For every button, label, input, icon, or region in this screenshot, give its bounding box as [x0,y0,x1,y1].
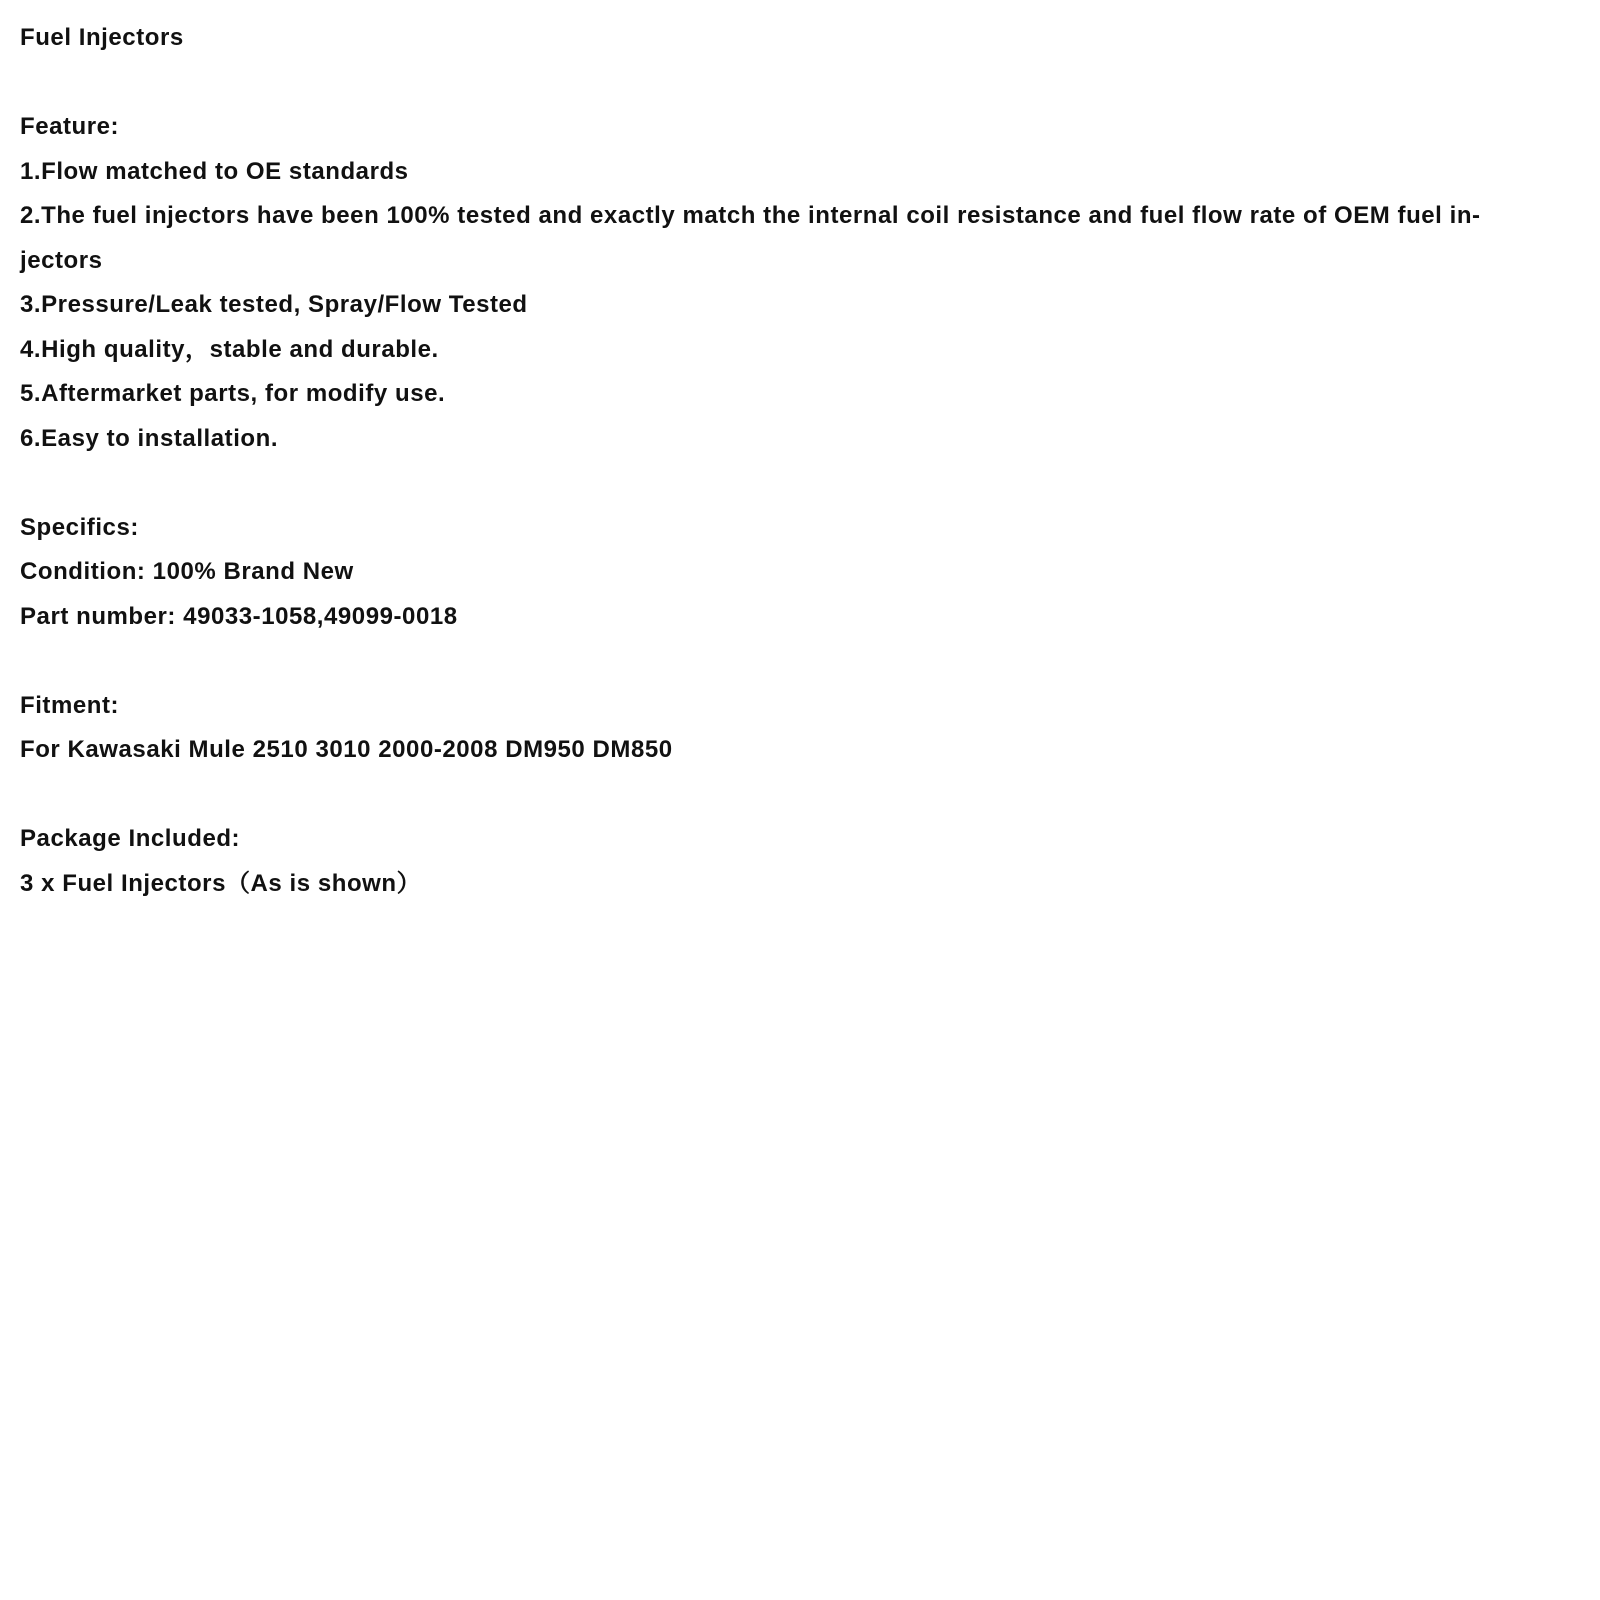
feature-list [20,150,1580,462]
feature-item: 6.Easy to installation. [20,424,279,452]
feature-item: 3.Pressure/Leak tested, Spray/Flow Tested [20,291,528,318]
fitment-heading: Fitment: [20,691,120,719]
feature-item: jectors [20,246,103,274]
spacer [20,61,1580,106]
fitment-section [20,684,1580,773]
package-section [20,817,1580,906]
page-title: Fuel Injectors [20,24,184,51]
feature-heading: Feature: [20,113,120,140]
spacer [20,773,1580,818]
package-text: 3 x Fuel Injectors（As is shown） [20,869,422,897]
specifics-heading: Specifics: [20,513,139,541]
feature-item: 4.High quality，stable and durable. [20,335,439,363]
spacer [20,639,1580,684]
feature-item: 2.The fuel injectors have been 100% tested and exactly match the internal coil resistance and fuel flow rate of OEM fuel in- [20,202,1481,229]
product-description [20,16,1580,906]
spacer [20,461,1580,506]
package-heading: Package Included: [20,825,241,852]
feature-item: 1.Flow matched to OE standards [20,157,409,185]
specifics-section [20,506,1580,640]
fitment-text: For Kawasaki Mule 2510 3010 2000-2008 DM950 DM850 [20,736,673,763]
feature-item: 5.Aftermarket parts, for modify use. [20,380,446,407]
condition-text: Condition: 100% Brand New [20,558,354,585]
part-number-text: Part number: 49033-1058,49099-0018 [20,602,458,630]
feature-section [20,105,1580,461]
